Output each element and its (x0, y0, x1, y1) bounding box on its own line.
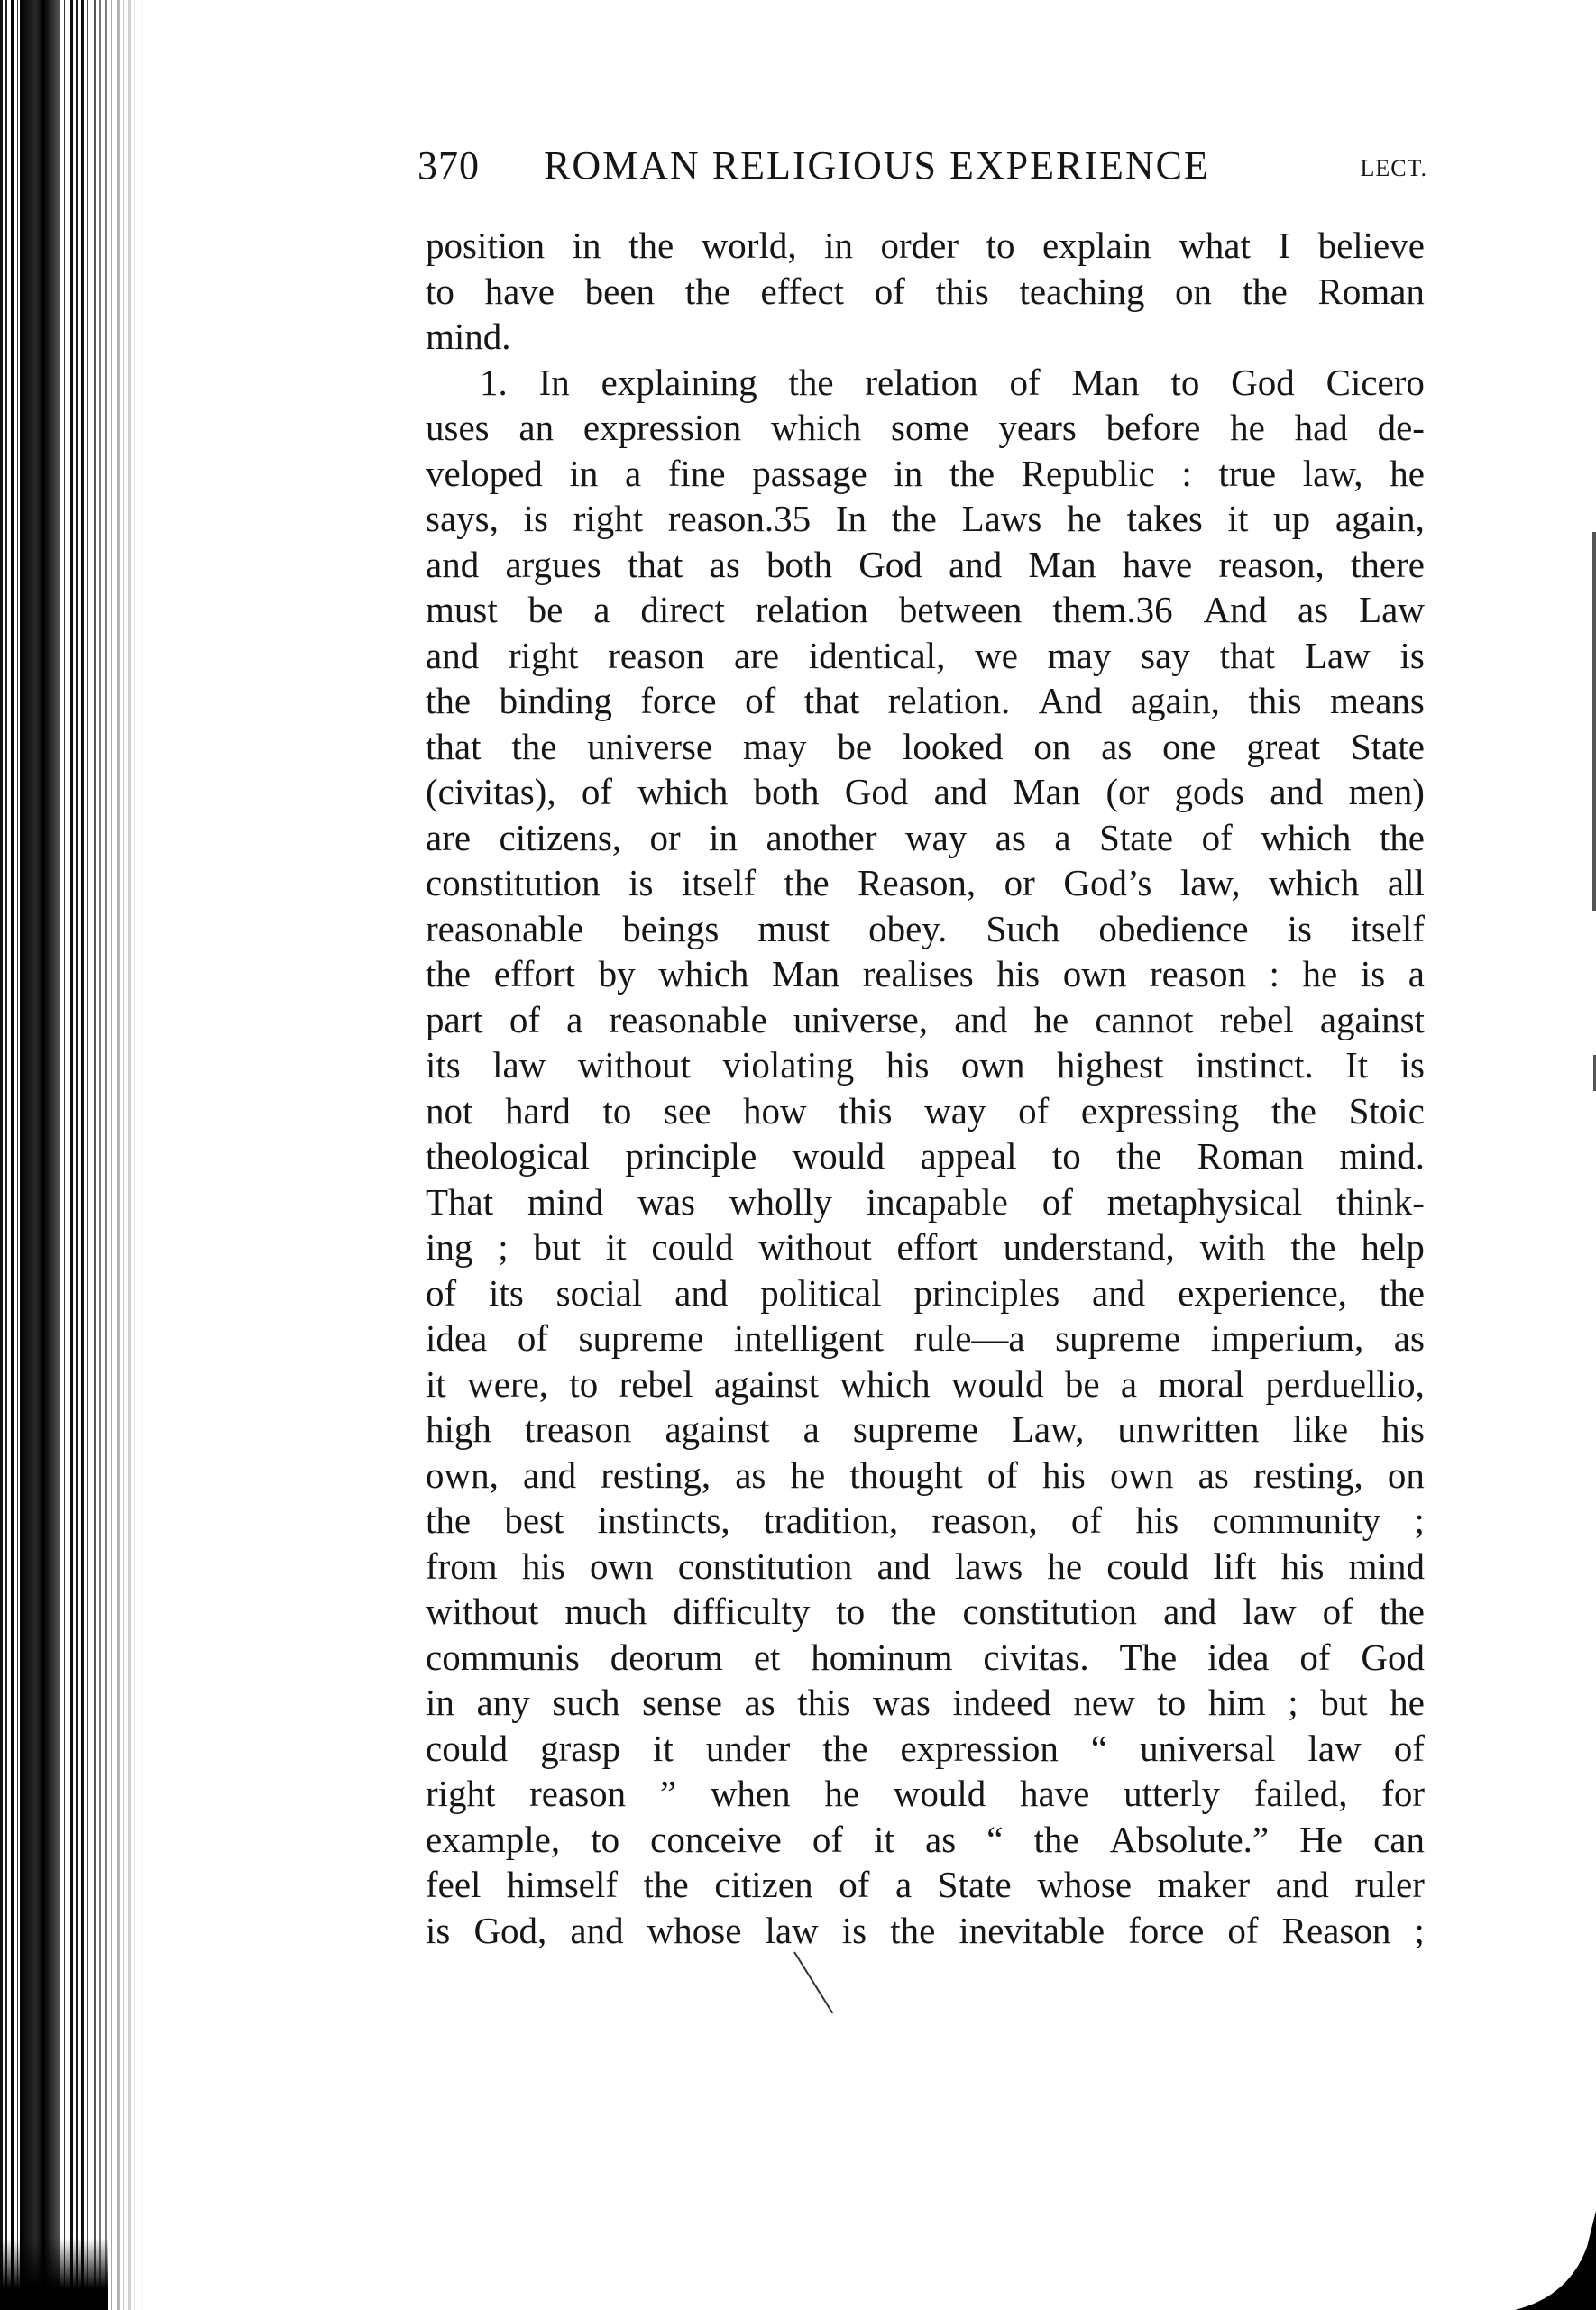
text-line: high treason against a supreme Law, unwritten like his (426, 1408, 1425, 1450)
page-edge-mark (1592, 532, 1596, 911)
text-line: and argues that as both God and Man have reason, there (426, 543, 1425, 585)
text-line: are citizens, or in another way as a State of which the (426, 816, 1425, 858)
text-line: theological principle would appeal to the Roman mind. (426, 1135, 1425, 1177)
text-line: communis deorum et hominum civitas. The idea of God (426, 1636, 1425, 1678)
text-line: ing ; but it could without effort understand, with the help (426, 1226, 1425, 1268)
text-line: its law without violating his own highest instinct. It is (426, 1044, 1425, 1086)
paragraph (426, 360, 1425, 1954)
text-line: position in the world, in order to explain what I believe (426, 225, 1425, 266)
text-line: in any such sense as this was indeed new to him ; but he (426, 1682, 1425, 1723)
text-line: idea of supreme intelligent rule—a supreme imperium, as (426, 1317, 1425, 1359)
page-corner-curl (1515, 2211, 1596, 2310)
text-line: right reason ” when he would have utterly failed, for (426, 1773, 1425, 1814)
paragraph (426, 223, 1425, 360)
page-header (417, 142, 1427, 197)
text-line: mind. (426, 316, 511, 357)
text-line: uses an expression which some years before he had de- (426, 407, 1425, 448)
text-line: the best instincts, tradition, reason, of his community ; (426, 1499, 1425, 1541)
text-line: it were, to rebel against which would be a moral perduellio, (426, 1362, 1425, 1405)
text-line: without much difficulty to the constitution and law of the (426, 1590, 1425, 1632)
book-spine-binding (20, 0, 60, 2310)
text-line: is God, and whose law is the inevitable force of Reason ; (426, 1909, 1425, 1951)
text-line: (civitas), of which both God and Man (or gods and men) (426, 771, 1425, 812)
text-line: and right reason are identical, we may say that Law is (426, 634, 1425, 676)
text-line: not hard to see how this way of expressing the Stoic (426, 1089, 1425, 1132)
book-spine-foot (0, 2238, 108, 2310)
text-line: must be a direct relation between them.36 And as Law (426, 589, 1425, 630)
text-line: says, is right reason.35 In the Laws he takes it up again, (426, 498, 1425, 539)
text-line: part of a reasonable universe, and he cannot rebel against (426, 998, 1425, 1040)
text-line: feel himself the citizen of a State whose maker and ruler (426, 1864, 1425, 1905)
text-line: That mind was wholly incapable of metaphysical think- (426, 1180, 1425, 1223)
text-line: to have been the effect of this teaching on the Roman (426, 270, 1425, 312)
text-line: of its social and political principles and experience, the (426, 1271, 1425, 1314)
text-line: the effort by which Man realises his own reason : he is a (426, 953, 1425, 995)
text-line: example, to conceive of it as “ the Absolute.” He can (426, 1818, 1425, 1860)
text-line: 1. In explaining the relation of Man to God Cicero (480, 361, 1425, 403)
text-line: that the universe may be looked on as one great State (426, 725, 1425, 767)
text-line: the binding force of that relation. And again, this means (426, 680, 1425, 721)
text-line: veloped in a fine passage in the Republic : true law, he (426, 452, 1425, 494)
text-line: reasonable beings must obey. Such obedience is itself (426, 907, 1425, 949)
page-number: 370 (417, 143, 480, 188)
body-text (426, 223, 1425, 1953)
text-line: constitution is itself the Reason, or God’s law, which all (426, 862, 1425, 903)
text-line: own, and resting, as he thought of his own as resting, on (426, 1453, 1425, 1496)
section-label: LECT. (1360, 155, 1427, 181)
pencil-mark (793, 1951, 833, 2013)
running-head: ROMAN RELIGIOUS EXPERIENCE (544, 143, 1210, 188)
text-line: from his own constitution and laws he could lift his mind (426, 1545, 1425, 1587)
text-line: could grasp it under the expression “ universal law of (426, 1727, 1425, 1769)
